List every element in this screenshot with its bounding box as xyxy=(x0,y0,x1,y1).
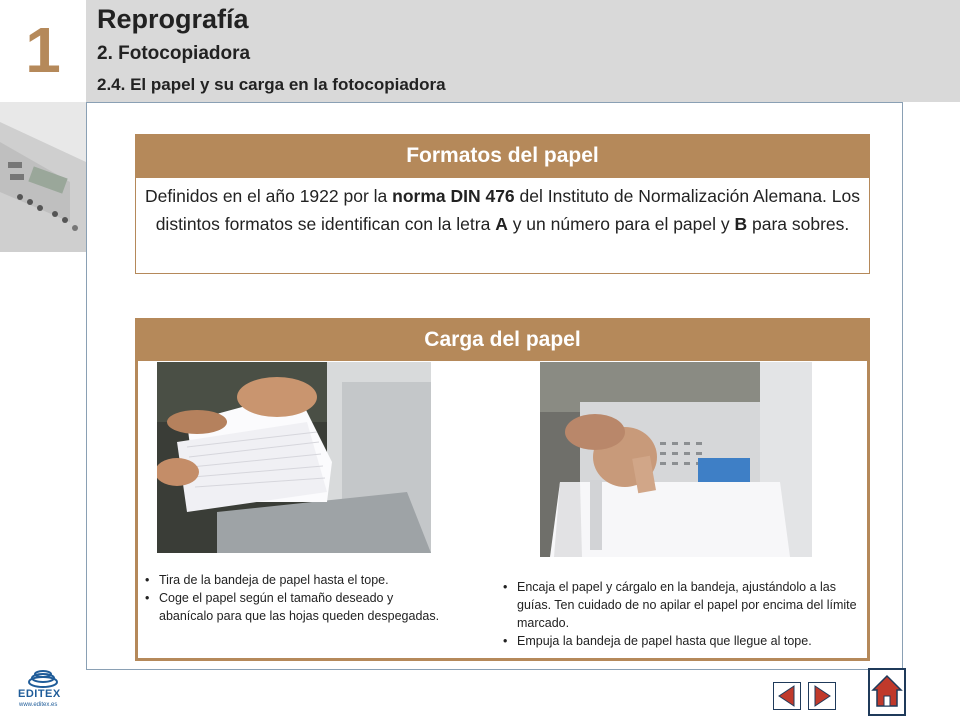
left-steps-list xyxy=(145,571,445,625)
loading-heading: Carga del papel xyxy=(135,318,870,361)
formats-text: Definidos en el año 1922 por la norma DIN 476 del Instituto de Normalización Alemana. Los distintos formatos se identifican con la letra A y un número para el papel y B para sobres. xyxy=(135,177,870,274)
list-item: • Tira de la bandeja de papel hasta el tope. xyxy=(145,571,445,589)
list-item: • Empuja la bandeja de papel hasta que llegue al tope. xyxy=(503,632,863,650)
page-title: Reprografía xyxy=(97,4,249,34)
photocopier-panel-photo xyxy=(0,102,86,252)
page-section: 2.4. El papel y su carga en la fotocopiadora xyxy=(97,75,446,94)
list-item: • Encaja el papel y cárgalo en la bandeja, ajustándolo a las guías. Ten cuidado de no apilar el papel por encima del límite marcado. xyxy=(503,578,863,632)
previous-button[interactable] xyxy=(773,682,801,710)
letter-b-bold: B xyxy=(734,214,748,234)
fanning-paper-photo xyxy=(157,362,431,553)
triangle-left-icon xyxy=(774,683,800,709)
triangle-right-icon xyxy=(809,683,835,709)
din-norm-bold: norma DIN 476 xyxy=(392,186,515,206)
editex-logo-icon xyxy=(8,668,78,690)
loading-tray-photo xyxy=(540,362,812,557)
chapter-number: 1 xyxy=(25,14,61,86)
next-button[interactable] xyxy=(808,682,836,710)
home-button[interactable] xyxy=(868,668,906,716)
brand-name: EDITEX xyxy=(18,688,61,700)
right-steps-list xyxy=(503,578,863,650)
home-icon xyxy=(870,670,904,714)
chapter-box xyxy=(0,0,86,102)
formats-heading: Formatos del papel xyxy=(135,134,870,177)
letter-a-bold: A xyxy=(495,214,508,234)
list-item: • Coge el papel según el tamaño deseado y abanícalo para que las hojas queden despegadas. xyxy=(145,589,445,625)
page-subtitle: 2. Fotocopiadora xyxy=(97,43,251,64)
brand-url: www.editex.es xyxy=(19,702,58,708)
